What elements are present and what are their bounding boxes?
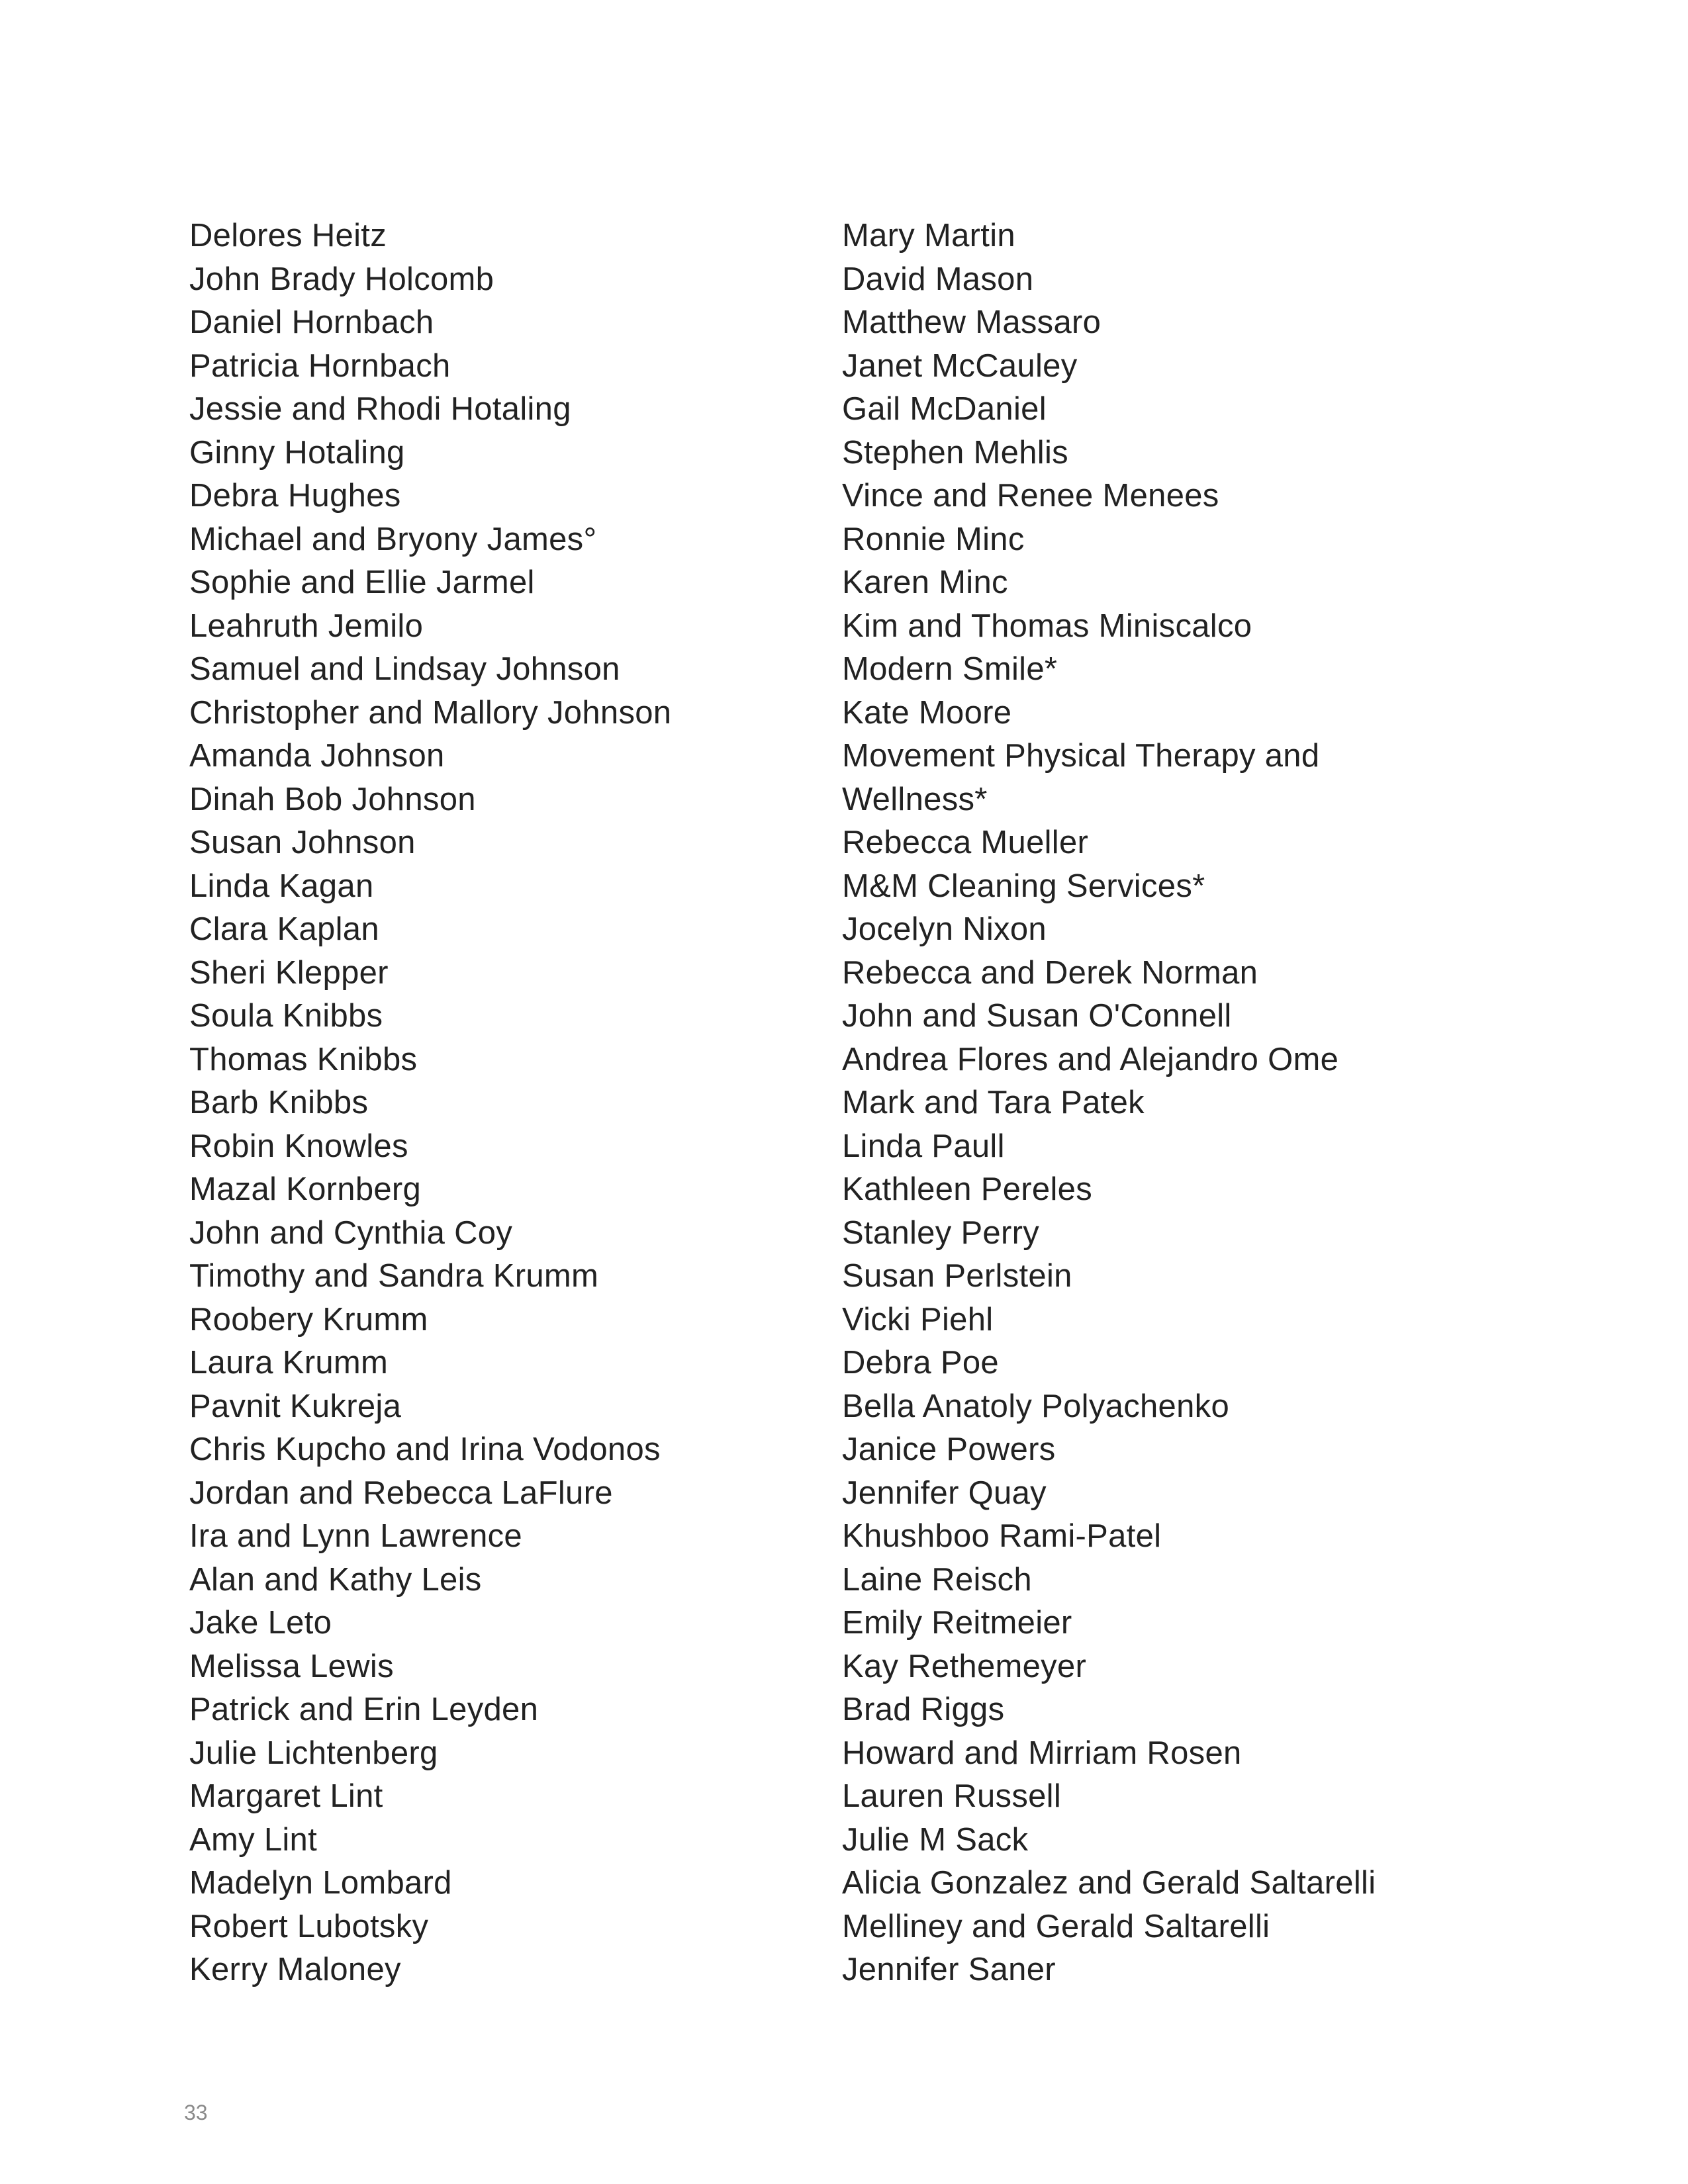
- donor-name: Margaret Lint: [189, 1778, 383, 1814]
- donor-name: Kay Rethemeyer: [842, 1648, 1087, 1684]
- donor-name: Thomas Knibbs: [189, 1041, 418, 1077]
- donor-name: Julie Lichtenberg: [189, 1735, 438, 1771]
- donor-name: Gail McDaniel: [842, 391, 1047, 427]
- donor-name: Modern Smile*: [842, 651, 1058, 687]
- donor-name: Alan and Kathy Leis: [189, 1561, 482, 1598]
- donor-name: Amy Lint: [189, 1821, 318, 1858]
- donor-name: Ginny Hotaling: [189, 434, 405, 471]
- donor-name: Christopher and Mallory Johnson: [189, 694, 672, 731]
- donor-name: Laine Reisch: [842, 1561, 1032, 1598]
- donor-name: Stephen Mehlis: [842, 434, 1068, 471]
- donor-name: Soula Knibbs: [189, 998, 383, 1034]
- donor-name: Mazal Kornberg: [189, 1171, 422, 1207]
- donor-name: Dinah Bob Johnson: [189, 781, 476, 817]
- donor-name: Linda Paull: [842, 1128, 1005, 1164]
- donor-name: Amanda Johnson: [189, 738, 445, 774]
- donor-name: Kim and Thomas Miniscalco: [842, 608, 1252, 644]
- donor-list-right-column: [842, 214, 1504, 1992]
- donor-name: Sophie and Ellie Jarmel: [189, 565, 535, 600]
- donor-name: Madelyn Lombard: [189, 1865, 452, 1901]
- donor-name: Stanley Perry: [842, 1214, 1040, 1251]
- donor-name: Daniel Hornbach: [189, 304, 434, 340]
- donor-name: Sheri Klepper: [189, 954, 389, 991]
- donor-name: Emily Reitmeier: [842, 1605, 1072, 1641]
- donor-name: Timothy and Sandra Krumm: [189, 1258, 599, 1294]
- donor-name: Jessie and Rhodi Hotaling: [189, 391, 571, 427]
- donor-name: Janet McCauley: [842, 347, 1078, 384]
- donor-name: Patricia Hornbach: [189, 347, 451, 384]
- donor-name: Janice Powers: [842, 1432, 1056, 1467]
- donor-name: Karen Minc: [842, 565, 1008, 600]
- donor-name: Clara Kaplan: [189, 911, 379, 947]
- donor-list-left-column: [189, 214, 785, 1992]
- donor-name: Howard and Mirriam Rosen: [842, 1735, 1242, 1771]
- donor-name: Andrea Flores and Alejandro Ome: [842, 1041, 1339, 1077]
- donor-name: Debra Hughes: [189, 478, 401, 514]
- donor-name: Jennifer Saner: [842, 1952, 1056, 1987]
- donor-name: Robin Knowles: [189, 1128, 408, 1164]
- donor-name: Roobery Krumm: [189, 1301, 428, 1338]
- donor-name: Delores Heitz: [189, 218, 387, 253]
- donor-name: Mark and Tara Patek: [842, 1085, 1145, 1120]
- donor-name: Mary Martin: [842, 218, 1015, 253]
- donor-name: Alicia Gonzalez and Gerald Saltarelli: [842, 1865, 1376, 1901]
- donor-name: Ira and Lynn Lawrence: [189, 1518, 522, 1554]
- donor-name: Julie M Sack: [842, 1821, 1029, 1858]
- donor-name: John and Cynthia Coy: [189, 1214, 513, 1251]
- donor-name: Leahruth Jemilo: [189, 608, 424, 644]
- donor-name: Pavnit Kukreja: [189, 1388, 402, 1424]
- donor-name: Jake Leto: [189, 1605, 332, 1641]
- donor-name: Linda Kagan: [189, 868, 374, 904]
- donor-name: Jocelyn Nixon: [842, 911, 1047, 947]
- donor-name: Vicki Piehl: [842, 1301, 994, 1338]
- donor-name: David Mason: [842, 261, 1034, 297]
- donor-name: Ronnie Minc: [842, 521, 1025, 557]
- donor-name: M&M Cleaning Services*: [842, 868, 1205, 904]
- donor-name: Kate Moore: [842, 694, 1012, 731]
- donor-name: Kathleen Pereles: [842, 1171, 1092, 1207]
- donor-name: Lauren Russell: [842, 1778, 1062, 1814]
- donor-name: Kerry Maloney: [189, 1952, 401, 1987]
- donor-name: Jordan and Rebecca LaFlure: [189, 1475, 613, 1511]
- donor-name: Melissa Lewis: [189, 1648, 394, 1684]
- donor-name: Movement Physical Therapy and Wellness*: [842, 738, 1320, 817]
- donor-name: Michael and Bryony James°: [189, 521, 597, 557]
- donor-name: Barb Knibbs: [189, 1085, 369, 1120]
- donor-name: Rebecca and Derek Norman: [842, 954, 1258, 991]
- page-number: 33: [184, 2101, 208, 2124]
- donor-name: Brad Riggs: [842, 1692, 1005, 1727]
- donor-name: Debra Poe: [842, 1345, 999, 1381]
- donor-name: Laura Krumm: [189, 1345, 389, 1381]
- donor-name: Robert Lubotsky: [189, 1908, 429, 1944]
- donor-name: John and Susan O'Connell: [842, 998, 1232, 1034]
- donor-name: Patrick and Erin Leyden: [189, 1692, 539, 1727]
- donor-name: Bella Anatoly Polyachenko: [842, 1388, 1229, 1424]
- donor-name: Samuel and Lindsay Johnson: [189, 651, 620, 687]
- donor-name: Melliney and Gerald Saltarelli: [842, 1908, 1270, 1944]
- donor-name: Chris Kupcho and Irina Vodonos: [189, 1432, 661, 1467]
- donor-name: Khushboo Rami-Patel: [842, 1518, 1162, 1554]
- donor-name: Susan Perlstein: [842, 1258, 1072, 1294]
- donor-name: Vince and Renee Menees: [842, 478, 1219, 514]
- donor-name: John Brady Holcomb: [189, 261, 494, 297]
- donor-name: Matthew Massaro: [842, 304, 1102, 340]
- donor-name: Susan Johnson: [189, 825, 416, 860]
- donor-name: Rebecca Mueller: [842, 825, 1089, 860]
- donor-name: Jennifer Quay: [842, 1475, 1047, 1511]
